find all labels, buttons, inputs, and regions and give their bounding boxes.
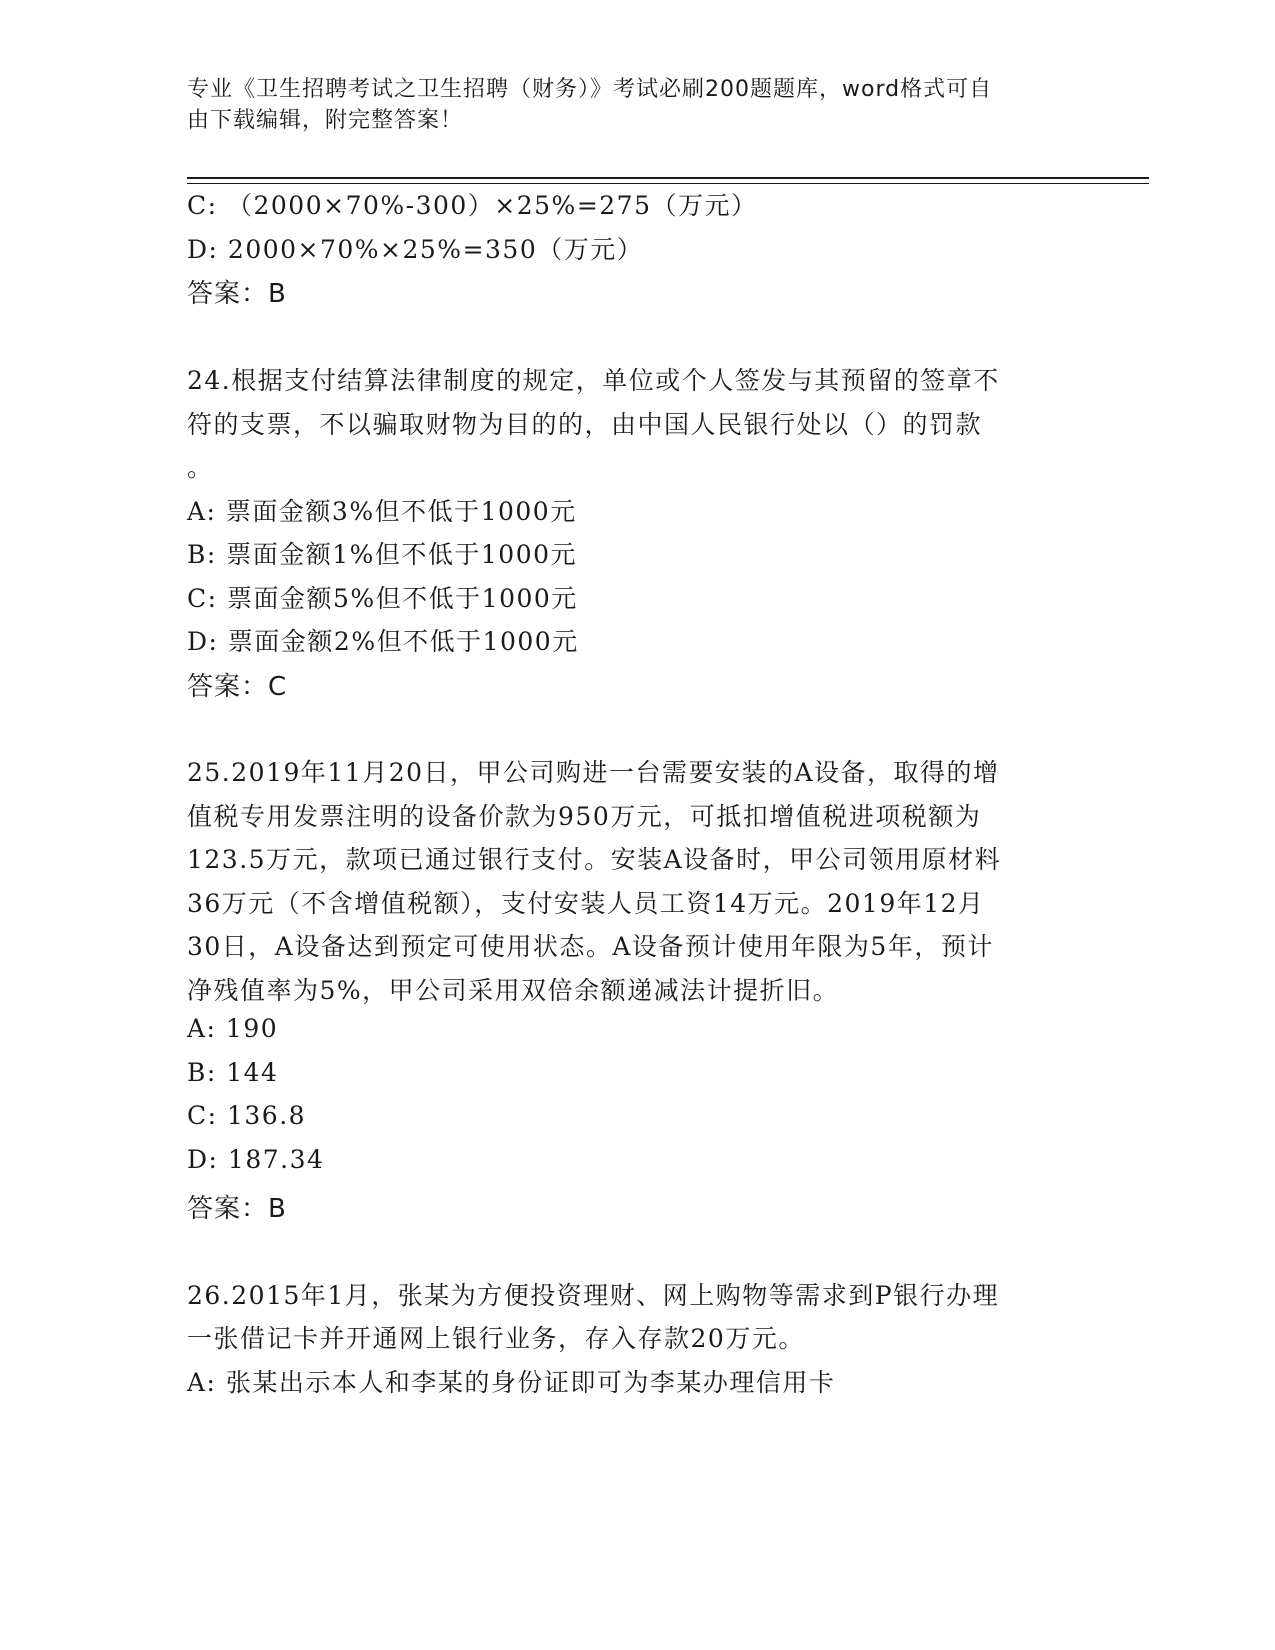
header-divider-thick: [187, 177, 1149, 179]
q26-stem-line-1: 26.2015年1月，张某为方便投资理财、网上购物等需求到P银行办理: [187, 1281, 1000, 1310]
q25-option-d: D: 187.34: [187, 1145, 325, 1174]
document-header: [187, 74, 1067, 136]
q24-option-a: A: 票面金额3%但不低于1000元: [187, 497, 577, 526]
q24-stem-line-3: 。: [187, 453, 214, 482]
q25-option-c: C: 136.8: [187, 1101, 307, 1130]
q24-stem-line-1: 24.根据支付结算法律制度的规定，单位或个人签发与其预留的签章不: [187, 366, 1000, 395]
q25-answer: 答案：B: [187, 1194, 287, 1224]
q24-option-b: B: 票面金额1%但不低于1000元: [187, 540, 578, 569]
q26-stem-line-2: 一张借记卡并开通网上银行业务，存入存款20万元。: [187, 1324, 805, 1353]
q24-answer: 答案：C: [187, 672, 288, 702]
q24-stem-line-2: 符的支票，不以骗取财物为目的的，由中国人民银行处以（）的罚款: [187, 410, 983, 439]
q24-option-d: D: 票面金额2%但不低于1000元: [187, 627, 579, 656]
q25-stem-line-4: 36万元（不含增值税额），支付安装人员工资14万元。2019年12月: [187, 889, 985, 918]
q26-option-a: A: 张某出示本人和李某的身份证即可为李某办理信用卡: [187, 1368, 836, 1397]
q25-stem-line-2: 值税专用发票注明的设备价款为950万元，可抵扣增值税进项税额为: [187, 802, 982, 831]
q25-stem-line-6: 净残值率为5%，甲公司采用双倍余额递减法计提折旧。: [187, 976, 840, 1005]
header-divider-thin: [187, 183, 1149, 184]
q25-option-b: B: 144: [187, 1058, 279, 1087]
q25-option-a: A: 190: [187, 1014, 279, 1043]
q25-stem-line-1: 25.2019年11月20日，甲公司购进一台需要安装的A设备，取得的增: [187, 758, 1000, 787]
q25-stem-line-5: 30日，A设备达到预定可使用状态。A设备预计使用年限为5年，预计: [187, 932, 994, 961]
header-title-line-1: 专业《卫生招聘考试之卫生招聘（财务）》考试必刷200题题库，word格式可自: [187, 77, 993, 102]
q23-option-d: D: 2000×70%×25%=350（万元）: [187, 235, 644, 264]
header-title-line-2: 由下载编辑，附完整答案！: [187, 108, 464, 133]
q24-option-c: C: 票面金额5%但不低于1000元: [187, 584, 578, 613]
q25-stem-line-3: 123.5万元，款项已通过银行支付。安装A设备时，甲公司领用原材料: [187, 845, 1002, 874]
q23-answer: 答案：B: [187, 279, 287, 309]
q23-option-c: C: （2000×70%-300）×25%=275（万元）: [187, 191, 758, 220]
